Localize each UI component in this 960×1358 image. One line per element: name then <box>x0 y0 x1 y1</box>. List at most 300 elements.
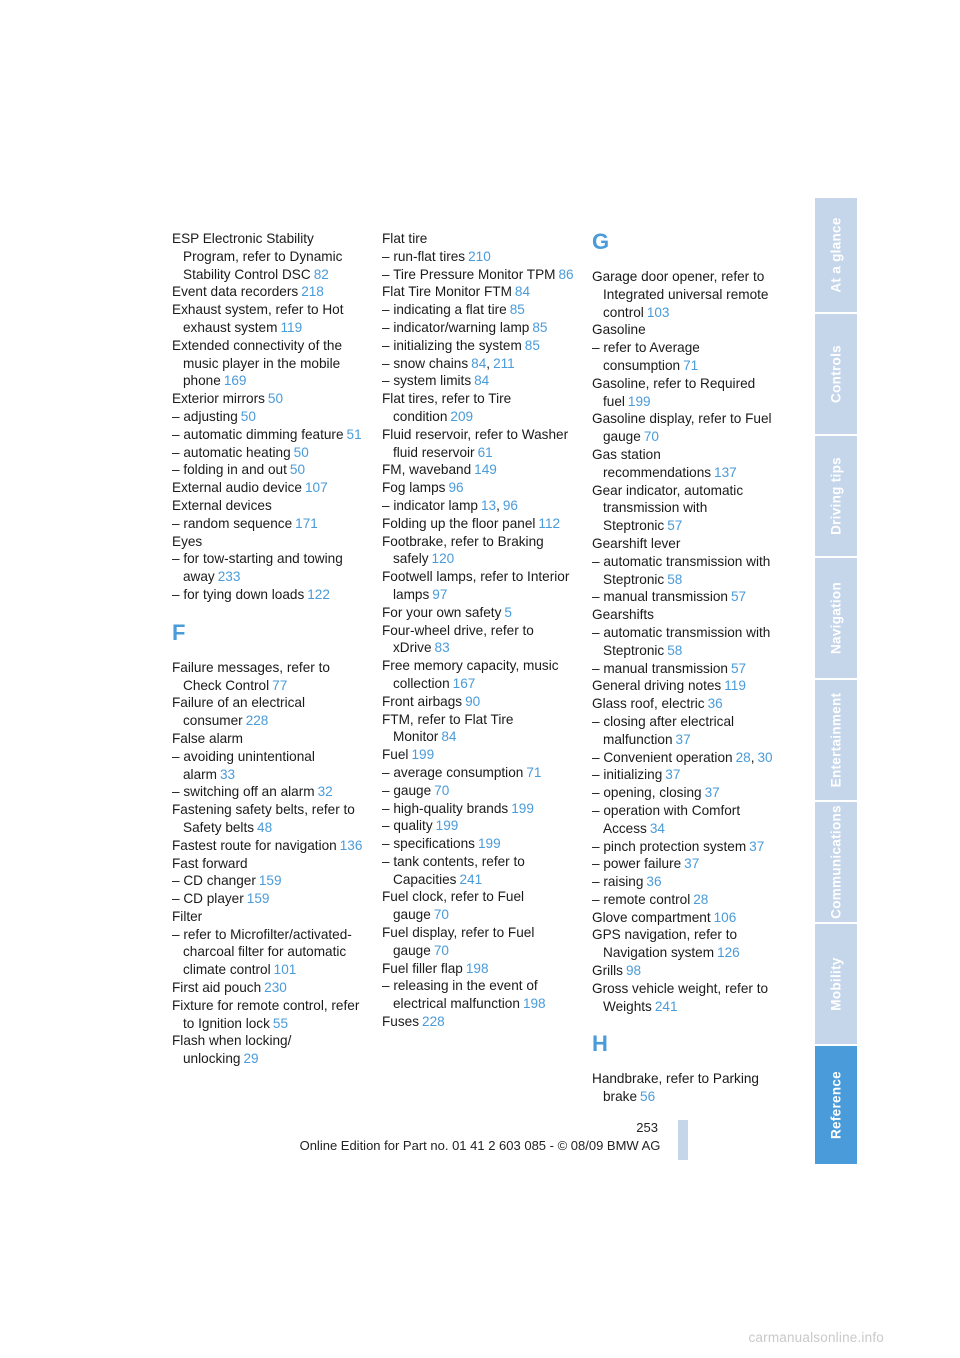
index-entry <box>382 568 574 604</box>
index-entry <box>592 677 784 695</box>
page-link[interactable]: 211 <box>493 355 515 371</box>
tab-entertainment[interactable] <box>815 680 857 800</box>
index-entry <box>382 888 574 924</box>
page-link[interactable]: 199 <box>477 836 501 852</box>
tab-controls[interactable] <box>815 314 857 434</box>
index-entry <box>382 746 574 764</box>
page-link[interactable]: 5 <box>504 604 512 620</box>
entry-text: Gross vehicle weight, refer to Weights <box>592 980 769 1014</box>
page-link[interactable]: 77 <box>272 677 288 693</box>
index-entry <box>172 801 364 837</box>
entry-text: – opening, closing <box>592 785 702 801</box>
footer-text: Online Edition for Part no. 01 41 2 603 085 - © 08/09 BMW AG <box>299 1138 661 1153</box>
page-link[interactable]: 199 <box>435 818 459 834</box>
page-link[interactable]: 70 <box>643 429 659 445</box>
index-entry <box>592 624 784 660</box>
entry-text: External audio device <box>172 480 302 496</box>
page-link[interactable]: 199 <box>511 800 534 816</box>
index-entry <box>592 1070 784 1106</box>
entry-text: Fast forward <box>172 855 248 871</box>
page-link[interactable]: 84 <box>471 355 487 371</box>
index-entry <box>592 553 784 589</box>
index-entry <box>382 533 574 569</box>
page-link[interactable]: 103 <box>646 304 670 320</box>
entry-text: Handbrake, refer to Parking brake <box>592 1071 759 1105</box>
entry-text: – for tying down loads <box>172 586 305 602</box>
entry-text: – avoiding unintentional alarm <box>172 748 315 782</box>
index-entry <box>382 782 574 800</box>
index-entry <box>592 713 784 749</box>
page-link[interactable]: 83 <box>434 640 450 656</box>
entry-text: – CD changer <box>172 873 256 889</box>
page-link[interactable]: 84 <box>474 373 490 389</box>
page-link[interactable]: 96 <box>448 480 464 496</box>
page-link[interactable]: 159 <box>258 873 282 889</box>
entry-text: – average consumption <box>382 764 524 780</box>
entry-text: – specifications <box>382 836 475 852</box>
page-link[interactable]: 230 <box>264 980 287 996</box>
entry-text: Folding up the floor panel <box>382 515 536 531</box>
tab-label: At a glance <box>828 217 844 293</box>
entry-text: – indicator lamp <box>382 497 478 513</box>
entry-text: Flat tires, refer to Tire condition <box>382 391 512 424</box>
entry-text: – refer to Average consumption <box>592 340 700 373</box>
page-link[interactable]: 37 <box>704 785 720 801</box>
index-entry <box>382 604 574 622</box>
page-link[interactable]: 209 <box>450 408 474 424</box>
page-link[interactable]: 149 <box>474 462 497 478</box>
index-entry <box>382 1013 574 1031</box>
index-column-3 <box>592 230 784 1106</box>
entry-text: ESP Electronic Stability Program, refer to Dynamic Stability Control DSC <box>172 231 343 282</box>
page-link[interactable]: 101 <box>273 962 297 978</box>
index-entry <box>172 586 364 604</box>
entry-text: – indicating a flat tire <box>382 302 507 318</box>
page-link[interactable]: 120 <box>431 551 455 567</box>
index-entry <box>172 908 364 926</box>
entry-text: Fastening safety belts, refer to Safety belts <box>172 802 355 835</box>
page-link[interactable]: 70 <box>433 907 449 923</box>
entry-text: Fuses <box>382 1014 420 1030</box>
index-column-1 <box>172 230 364 1068</box>
index-entry <box>172 550 364 586</box>
index-column-2 <box>382 230 574 1031</box>
entry-text: – CD player <box>172 891 244 907</box>
watermark: carmanualsonline.info <box>748 1330 884 1345</box>
entry-text: – run-flat tires <box>382 248 466 264</box>
entry-text: – pinch protection system <box>592 838 747 854</box>
index-entry <box>382 301 574 319</box>
page-link[interactable]: 112 <box>538 515 561 531</box>
index-entry <box>172 659 364 695</box>
page-link[interactable]: 241 <box>654 998 678 1014</box>
page-link[interactable]: 50 <box>293 444 309 460</box>
entry-text: – automatic dimming feature <box>172 426 344 442</box>
entry-text: Fastest route for navigation <box>172 837 337 853</box>
index-entry <box>592 410 784 446</box>
index-entry <box>592 482 784 535</box>
page-link[interactable]: 71 <box>526 764 542 780</box>
index-entry <box>592 588 784 606</box>
index-entry <box>382 230 574 248</box>
index-entry <box>172 515 364 533</box>
page-link[interactable]: 70 <box>433 942 449 958</box>
index-entry <box>172 533 364 551</box>
index-entry <box>172 1032 364 1068</box>
entry-text: – folding in and out <box>172 462 287 478</box>
page-link[interactable]: 199 <box>627 393 651 409</box>
entry-text: – Tire Pressure Monitor TPM <box>382 266 556 282</box>
index-entry <box>382 693 574 711</box>
index-entry <box>172 283 364 301</box>
index-entry <box>172 872 364 890</box>
section-heading: F <box>172 619 186 645</box>
entry-text: Gear indicator, automatic transmission with Steptronic <box>592 482 744 534</box>
entry-text: – manual transmission <box>592 589 728 605</box>
page-link[interactable]: 34 <box>649 820 665 836</box>
entry-text: Fog lamps <box>382 480 446 496</box>
entry-text: Fuel display, refer to Fuel gauge <box>382 925 535 958</box>
page-link[interactable]: 241 <box>459 871 483 887</box>
entry-text: For your own safety <box>382 604 502 620</box>
page-link[interactable]: 136 <box>339 837 363 853</box>
index-entry <box>592 268 784 321</box>
index-entry <box>172 979 364 997</box>
entry-text: – Convenient operation <box>592 749 733 765</box>
index-entry <box>172 479 364 497</box>
entry-text: – switching off an alarm <box>172 784 315 800</box>
page-link[interactable]: 56 <box>640 1089 656 1105</box>
entry-text: – random sequence <box>172 515 293 531</box>
index-entry <box>592 695 784 713</box>
page-link[interactable]: 199 <box>411 747 435 763</box>
page-link[interactable]: 57 <box>731 589 747 605</box>
page-number: 253 <box>636 1120 658 1135</box>
page-link[interactable]: 228 <box>422 1014 445 1030</box>
index-entry <box>172 426 364 444</box>
entry-text: General driving notes <box>592 678 722 694</box>
entry-text: – automatic heating <box>172 444 291 460</box>
entry-text: Gasoline, refer to Required fuel <box>592 375 756 409</box>
page-link[interactable]: 167 <box>452 675 476 691</box>
index-entry <box>592 660 784 678</box>
tab-label: Controls <box>828 345 844 403</box>
entry-text: Fluid reservoir, refer to Washer fluid reservoir <box>382 426 569 460</box>
index-entry <box>382 426 574 462</box>
page-link[interactable]: 96 <box>502 497 518 513</box>
index-entry <box>592 802 784 838</box>
entry-text: – power failure <box>592 856 682 872</box>
page-link[interactable]: 58 <box>667 571 683 587</box>
entry-text: External devices <box>172 497 272 513</box>
index-entry <box>592 446 784 482</box>
index-entry <box>382 800 574 818</box>
entry-text: – manual transmission <box>592 660 728 676</box>
page-link[interactable]: 90 <box>465 693 481 709</box>
entry-text: – quality <box>382 818 433 834</box>
page-link[interactable]: 30 <box>757 749 773 765</box>
page-link[interactable]: 48 <box>257 819 273 835</box>
entry-text: False alarm <box>172 730 244 746</box>
index-entry <box>382 515 574 533</box>
page-link[interactable]: 107 <box>304 480 328 496</box>
entry-text: Flash when locking/ unlocking <box>172 1033 292 1067</box>
tab-mobility[interactable] <box>815 924 857 1044</box>
index-entry <box>172 748 364 784</box>
tab-driving-tips[interactable] <box>815 436 857 556</box>
tab-at-a-glance[interactable] <box>815 198 857 312</box>
entry-text: – gauge <box>382 782 432 798</box>
entry-text: Four-wheel drive, refer to xDrive <box>382 622 534 656</box>
index-entry <box>382 497 574 515</box>
page-link[interactable]: 50 <box>240 408 256 424</box>
index-entry <box>592 535 784 553</box>
entry-text: Footwell lamps, refer to Interior lamps <box>382 569 570 602</box>
page-link[interactable]: 171 <box>295 515 318 531</box>
entry-text: Gearshift lever <box>592 535 681 551</box>
index-entry <box>592 321 784 339</box>
page-link[interactable]: 119 <box>724 678 746 694</box>
index-entry <box>382 461 574 479</box>
index-entry <box>382 390 574 426</box>
page-link[interactable]: 85 <box>532 319 548 335</box>
page-link[interactable]: 169 <box>223 373 247 389</box>
entry-text: Fuel filler flap <box>382 960 463 976</box>
entry-text: – automatic transmission with Steptronic <box>592 624 771 658</box>
entry-text: – system limits <box>382 373 472 389</box>
page-link[interactable]: 13 <box>480 497 497 513</box>
index-entry <box>172 444 364 462</box>
entry-text: Front airbags <box>382 693 463 709</box>
entry-text: – for tow-starting and towing away <box>172 551 343 585</box>
index-entry <box>382 711 574 747</box>
entry-text: Failure of an electrical consumer <box>172 695 305 729</box>
tab-label: Entertainment <box>828 692 844 788</box>
section-tabs <box>815 198 857 1166</box>
index-entry <box>382 266 574 284</box>
page-link[interactable]: 126 <box>717 945 740 961</box>
entry-text: – closing after electrical malfunction <box>592 713 735 747</box>
index-entry <box>172 390 364 408</box>
index-entry <box>592 855 784 873</box>
index-entry <box>592 784 784 802</box>
page-separator: , <box>486 355 491 371</box>
index-entry <box>382 924 574 960</box>
entry-text: Failure messages, refer to Check Control <box>172 659 330 693</box>
entry-text: Glove compartment <box>592 909 711 925</box>
page-link[interactable]: 218 <box>301 284 324 300</box>
entry-text: – refer to Microfilter/activated-charcoal filter for automatic climate control <box>172 926 352 978</box>
index-entry <box>382 764 574 782</box>
index-entry <box>382 248 574 266</box>
index-entry <box>172 783 364 801</box>
page-link[interactable]: 198 <box>465 960 489 976</box>
entry-text: – releasing in the event of electrical malfunction <box>382 978 538 1012</box>
index-entry <box>382 372 574 390</box>
tab-label: Driving tips <box>828 457 844 535</box>
index-entry <box>172 855 364 873</box>
page-link[interactable]: 210 <box>468 248 491 264</box>
page-link[interactable]: 50 <box>289 462 306 478</box>
page-link[interactable]: 85 <box>524 337 540 353</box>
tab-label: Reference <box>828 1071 844 1139</box>
index-entry <box>172 230 364 283</box>
page-link[interactable]: 28 <box>735 749 751 765</box>
entry-text: – operation with Comfort Access <box>592 802 741 836</box>
index-entry <box>172 837 364 855</box>
index-entry <box>172 997 364 1033</box>
entry-text: Footbrake, refer to Braking safely <box>382 533 544 567</box>
page-link[interactable]: 37 <box>665 767 681 783</box>
entry-text: First aid pouch <box>172 980 262 996</box>
index-entry <box>172 890 364 908</box>
index-entry <box>592 375 784 411</box>
page-separator: , <box>496 497 500 513</box>
index-entry <box>172 730 364 748</box>
entry-text: FTM, refer to Flat Tire Monitor <box>382 711 514 745</box>
page-link[interactable]: 58 <box>667 642 683 658</box>
entry-text: Free memory capacity, music collection <box>382 658 559 691</box>
page-link[interactable]: 84 <box>441 729 457 745</box>
section-heading: H <box>592 1031 608 1057</box>
entry-text: Eyes <box>172 533 203 549</box>
entry-text: – tank contents, refer to Capacities <box>382 853 525 887</box>
index-entry <box>382 355 574 373</box>
index-entry <box>382 977 574 1013</box>
tab-navigation[interactable] <box>815 558 857 678</box>
index-entry <box>592 606 784 624</box>
index-entry <box>382 283 574 301</box>
page-link[interactable]: 37 <box>675 731 691 747</box>
page-link[interactable]: 198 <box>522 996 546 1012</box>
page-link[interactable]: 71 <box>683 357 699 373</box>
entry-text: Fuel <box>382 747 409 763</box>
page-link[interactable]: 86 <box>558 266 574 282</box>
entry-text: Gearshifts <box>592 607 654 623</box>
entry-text: – initializing <box>592 767 663 783</box>
page-link[interactable]: 70 <box>434 782 450 798</box>
entry-text: Filter <box>172 908 203 924</box>
page-link[interactable]: 82 <box>313 266 329 282</box>
entry-text: Fuel clock, refer to Fuel gauge <box>382 889 525 923</box>
entry-text: – indicator/warning lamp <box>382 319 530 335</box>
page-link[interactable]: 57 <box>667 518 683 534</box>
entry-text: – snow chains <box>382 355 469 371</box>
entry-text: – adjusting <box>172 408 238 424</box>
entry-text: Gas station recommendations <box>592 446 712 480</box>
index-entry <box>172 694 364 730</box>
index-entry <box>382 853 574 889</box>
page-link[interactable]: 84 <box>514 284 531 300</box>
index-entry <box>172 497 364 515</box>
index-entry <box>592 766 784 784</box>
page-link[interactable]: 50 <box>267 391 284 407</box>
page-link[interactable]: 36 <box>646 874 662 890</box>
tab-communications[interactable] <box>815 802 857 922</box>
entry-text: Garage door opener, refer to Integrated universal remote control <box>592 269 769 320</box>
entry-text: Flat tire <box>382 231 428 246</box>
index-entry <box>172 301 364 337</box>
page-link[interactable]: 97 <box>432 586 448 602</box>
page-link[interactable]: 36 <box>707 696 723 712</box>
page-link[interactable]: 51 <box>346 426 362 442</box>
entry-text: Glass roof, electric <box>592 696 705 712</box>
entry-text: GPS navigation, refer to Navigation system <box>592 927 738 961</box>
page-link[interactable]: 28 <box>693 891 709 907</box>
index-entry <box>172 926 364 979</box>
index-entry <box>592 838 784 856</box>
entry-text: Extended connectivity of the music player in the mobile phone <box>172 337 343 389</box>
tab-label: Communications <box>828 805 844 919</box>
page-link[interactable]: 29 <box>243 1051 259 1067</box>
entry-text: FM, waveband <box>382 462 472 478</box>
page-link[interactable]: 119 <box>280 319 303 335</box>
index-entry <box>592 873 784 891</box>
entry-text: – raising <box>592 874 644 890</box>
entry-text: Fixture for remote control, refer to Ignition lock <box>172 997 360 1031</box>
page-separator: , <box>750 749 755 765</box>
index-entry <box>382 657 574 693</box>
page-link[interactable]: 61 <box>477 444 493 460</box>
entry-text: – remote control <box>592 891 691 907</box>
index-entry <box>172 408 364 426</box>
index-entry <box>382 479 574 497</box>
page-link[interactable]: 98 <box>625 963 642 979</box>
index-entry <box>382 817 574 835</box>
entry-text: Exterior mirrors <box>172 391 265 407</box>
page-link[interactable]: 32 <box>317 784 333 800</box>
entry-text: Event data recorders <box>172 284 299 300</box>
page-link[interactable]: 106 <box>713 909 737 925</box>
page-link[interactable]: 137 <box>714 464 737 480</box>
index-entry <box>592 909 784 927</box>
index-entry <box>592 339 784 375</box>
tab-label: Navigation <box>828 581 844 655</box>
index-entry <box>592 891 784 909</box>
index-entry <box>592 749 784 767</box>
page-link[interactable]: 228 <box>245 713 269 729</box>
page-link[interactable]: 37 <box>749 838 765 854</box>
page-link[interactable]: 55 <box>272 1015 289 1031</box>
entry-text: Gasoline display, refer to Fuel gauge <box>592 411 772 445</box>
entry-text: – automatic transmission with Steptronic <box>592 553 771 587</box>
index-entry <box>382 622 574 658</box>
page-link[interactable]: 159 <box>246 891 270 907</box>
page-link[interactable]: 57 <box>731 660 747 676</box>
section-heading: G <box>592 229 610 254</box>
page-link[interactable]: 33 <box>220 766 236 782</box>
page-link[interactable]: 122 <box>307 586 330 602</box>
page-link[interactable]: 85 <box>509 302 525 318</box>
entry-text: – initializing the system <box>382 337 522 353</box>
index-entry <box>592 926 784 962</box>
index-entry <box>172 337 364 390</box>
entry-text: Exhaust system, refer to Hot exhaust system <box>172 302 344 335</box>
page-link[interactable]: 37 <box>684 856 700 872</box>
page-link[interactable]: 233 <box>217 569 241 585</box>
index-entry <box>382 835 574 853</box>
index-entry <box>382 319 574 337</box>
index-entry <box>382 960 574 978</box>
entry-text: Grills <box>592 963 623 979</box>
tab-label: Mobility <box>828 957 844 1011</box>
index-entry <box>172 461 364 479</box>
entry-text: Gasoline <box>592 322 646 338</box>
index-entry <box>592 980 784 1016</box>
entry-text: – high-quality brands <box>382 800 509 816</box>
index-entry <box>592 962 784 980</box>
index-entry <box>382 337 574 355</box>
